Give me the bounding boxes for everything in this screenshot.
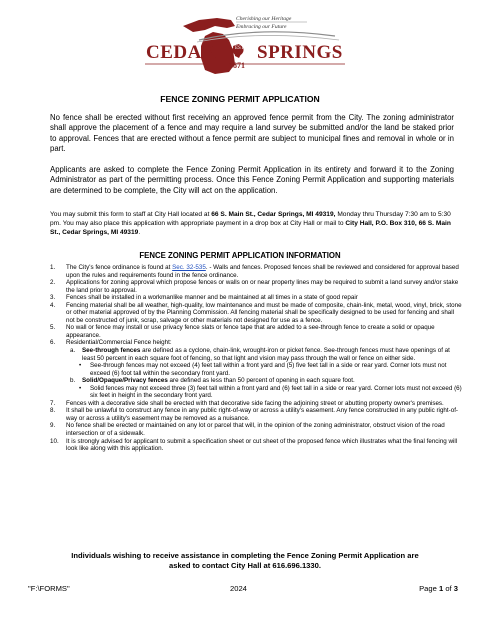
logo-tagline-1: Cherishing our Heritage	[236, 16, 292, 22]
page-current: 1	[438, 584, 444, 593]
item-text: Fencing material shall be all weather, high-quality, low maintenance and must be made of composite, chain-link, metal, wood, vinyl, brick, stone or other material approved of by the Planning Commission. All fencing material shall be specifically designed to be used for fencing and shall not be constructed of junk, scrap, salvage or other materials not designed for use as a fence.	[66, 301, 462, 324]
logo-word-springs: SPRINGS	[257, 42, 343, 63]
list-item	[50, 302, 464, 325]
logo-word-cedar: CEDAR	[146, 42, 217, 63]
list-item	[50, 324, 464, 339]
bullet-text: See-through fences may not exceed (4) feet tall within a front yard and (5) five feet tall in a side or rear yard. Corner lots must not exceed (6) foot tall within the secondary front yard.	[90, 362, 447, 377]
page-label: Page	[419, 584, 439, 593]
list-number: 10.	[50, 437, 59, 445]
sub-item-label: See-through fences	[82, 347, 141, 355]
logo-est: EST	[235, 46, 244, 51]
item-text: . - Walls and fences. Proposed fences shall be reviewed and considered for approval based upon the rules and requirements found in the fence ordinance.	[66, 264, 459, 279]
list-number: 7.	[50, 399, 56, 407]
ordinance-link[interactable]: Sec. 32-535	[172, 264, 206, 271]
logo-tagline-2: Embracing our Future	[236, 24, 287, 30]
list-number: 2.	[50, 279, 56, 287]
submit-text-2: Monday thru Thursday 7:30 am to 5:30 pm. You may also place this application with appropriate payment in a drop box at City Hall or mail to	[50, 211, 451, 227]
sub-item-text: are defined as less than 50 percent of opening in each square foot.	[167, 377, 355, 385]
list-item	[50, 279, 464, 294]
list-number: 9.	[50, 422, 56, 430]
list-item	[50, 407, 464, 422]
list-number: 5.	[50, 324, 56, 332]
logo-year: 1871	[229, 61, 245, 70]
item-text: No wall or fence may install or use privacy fence slats or fence tape that are added to a see-through fence to create a solid or opaque appearance.	[66, 324, 435, 339]
list-number: 4.	[50, 301, 56, 309]
item-text: Fences shall be installed in a workmanlike manner and be maintained at all times in a state of good repair	[66, 294, 358, 302]
bullet-item	[76, 385, 464, 400]
info-list	[50, 264, 464, 453]
submit-address-1: 66 S. Main St., Cedar Springs, MI 49319,	[211, 211, 336, 218]
list-item	[50, 400, 464, 408]
list-number: 8.	[50, 407, 56, 415]
bullet-item	[76, 362, 464, 377]
item-text: It shall be unlawful to construct any fence in any public right-of-way or across a utility's easement. Any fence constructed in any public right-of-way or across a utility's easement may be removed as a nuisance.	[66, 407, 459, 422]
list-item	[50, 339, 464, 347]
item-text: Fences with a decorative side shall be erected with that decorative side facing the adjoining street or abutting property owner's premises.	[66, 399, 444, 407]
page-total: 3	[453, 584, 458, 593]
item-text: The City's fence ordinance is found at	[66, 264, 173, 271]
list-item	[50, 422, 464, 437]
instructions-paragraph: Applicants are asked to complete the Fence Zoning Permit Application in its entirety and forward it to the Zoning Administrator as part of the permitting process. Once this Fence Zoning Permit Application and supporting materials are determined to be complete, the City will act on the application.	[50, 165, 454, 195]
intro-paragraph: No fence shall be erected without first receiving an approved fence permit from the City. The zoning administrator shall approve the placement of a fence and may require a land survey be submitted and/or the land be staked prior to approval. Fences that are erected without a fence permit are subject to municipal fines and removal in whole or in part.	[50, 113, 454, 153]
list-number: 6.	[50, 339, 56, 347]
sub-item-label: Solid/Opaque/Privacy fences	[82, 377, 168, 385]
sub-list-item	[64, 347, 464, 362]
item-text: It is strongly advised for applicant to submit a specification sheet or cut sheet of the proposed fence which illustrates what the final fencing will look like along with this application.	[66, 437, 458, 453]
info-section-title: FENCE ZONING PERMIT APPLICATION INFORMATION	[139, 251, 341, 260]
sub-list-letter: b.	[70, 377, 76, 385]
sub-item-text: are defined as a cyclone, chain-link, wrought-iron or picket fence. See-through fences must have openings of at least 50 percent in each square foot of fencing, so that light and vision may pass through the wall or fence on either side.	[82, 347, 450, 362]
page-number	[419, 584, 458, 593]
sub-list-item	[64, 377, 464, 385]
submit-text-3: .	[138, 228, 141, 236]
submit-address-2: City Hall, P.O. Box 310, 66 S. Main St., Cedar Springs, MI 49319	[50, 219, 451, 236]
submit-text-1: You may submit this form to staff at City Hall located at	[50, 211, 212, 218]
submission-paragraph	[50, 211, 458, 238]
bullet-text: Solid fences may not exceed three (3) feet tall within a front yard and (6) feet tall in a side or rear yard. Corner lots must not exceed (6) six feet in height in the secondary front yard.	[90, 384, 462, 400]
contact-notice: Individuals wishing to receive assistance in completing the Fence Zoning Permit Application are asked to contact City Hall at 616.696.1330.	[71, 551, 419, 571]
page-of-label: of	[443, 584, 454, 593]
list-item	[50, 294, 464, 302]
bullet-icon: •	[79, 362, 82, 370]
sub-list-letter: a.	[70, 347, 76, 355]
item-text: Applications for zoning approval which propose fences or walls on or near property lines may be required to submit a land survey and/or stake the land prior to approval.	[66, 279, 459, 294]
item-text: Residential/Commercial Fence height:	[66, 339, 172, 347]
page-title: FENCE ZONING PERMIT APPLICATION	[160, 94, 320, 104]
list-number: 1.	[50, 264, 56, 271]
footer-year: 2024	[230, 584, 247, 593]
list-item	[50, 438, 464, 453]
footer-path: "F:\FORMS"	[28, 584, 70, 593]
list-number: 3.	[50, 294, 56, 302]
bullet-icon: •	[79, 384, 82, 392]
item-text: No fence shall be erected or maintained on any lot or parcel that will, in the opinion of the zoning administrator, obstruct vision of the road intersection or of a sidewalk.	[66, 422, 445, 438]
list-item	[50, 264, 464, 279]
city-logo	[139, 6, 349, 76]
